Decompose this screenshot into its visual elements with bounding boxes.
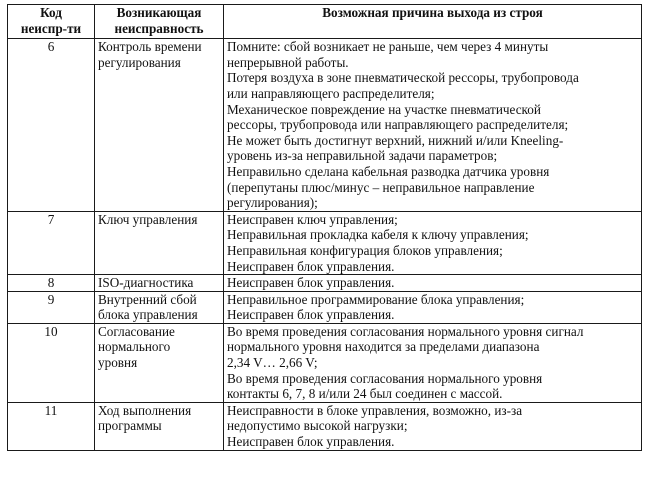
table-row [8, 291, 642, 323]
header-cause-text: Возможная причина выхода из строя [322, 5, 543, 20]
fault-name-line: нормального [98, 339, 171, 355]
table-row [8, 323, 642, 402]
cause-cell [224, 211, 642, 274]
table-row [8, 275, 642, 292]
fault-name-line: Внутренний сбой [98, 291, 197, 307]
fault-name-line: Ключ управления [98, 211, 198, 227]
cause-line: 2,34 V… 2,66 V; [227, 355, 318, 371]
header-fault-line: неисправность [114, 20, 204, 36]
fault-name-cell [95, 402, 224, 450]
cause-line: Помните: сбой возникает не раньше, чем через 4 минуты [227, 39, 549, 55]
fault-name-cell [95, 211, 224, 274]
fault-name-line: Контроль времени [98, 39, 202, 55]
header-fault-line: Возникающая [116, 5, 202, 20]
header-code [8, 5, 95, 39]
cause-line: Во время проведения согласования нормального уровня [227, 370, 543, 386]
cause-line: Неправильно сделана кабельная разводка датчика уровня [227, 163, 550, 179]
cause-line: Неправильная прокладка кабеля к ключу управления; [227, 227, 529, 243]
fault-codes-table [7, 4, 642, 451]
cause-line: Не может быть достигнут верхний, нижний и/или Kneeling- [227, 132, 564, 148]
cause-item [227, 275, 638, 291]
fault-name-cell [95, 323, 224, 402]
table-body [8, 39, 642, 450]
fault-code-cell: 9 [8, 291, 95, 323]
fault-name-line: Ход выполнения [98, 402, 192, 418]
cause-line: Механическое повреждение на участке пневматической [227, 101, 541, 117]
cause-item [227, 243, 638, 259]
fault-code-cell: 11 [8, 402, 95, 450]
fault-code-cell: 10 [8, 323, 95, 402]
table-row [8, 211, 642, 274]
table-header-row [8, 5, 642, 39]
table-row [8, 39, 642, 212]
cause-line: нормального уровня находится за пределами диапазона [227, 339, 540, 355]
cause-item [227, 434, 638, 450]
cause-line: Неисправен ключ управления; [227, 211, 398, 227]
fault-name-line: блока управления [98, 307, 198, 323]
cause-item [227, 39, 638, 70]
cause-line: Неисправен блок управления. [227, 275, 395, 291]
fault-code-cell: 6 [8, 39, 95, 212]
fault-name-cell [95, 39, 224, 212]
cause-cell [224, 275, 642, 292]
cause-item [227, 164, 638, 211]
cause-line: Неисправен блок управления. [227, 307, 395, 323]
cause-line: регулирования); [227, 195, 318, 211]
cause-line: Неправильное программирование блока управления; [227, 291, 525, 307]
cause-line: контакты 6, 7, 8 и/или 24 был соединен с массой. [227, 386, 503, 402]
header-code-line: Код [40, 5, 62, 20]
cause-line: уровень из-за неправильной задачи параметров; [227, 148, 498, 164]
fault-name-cell [95, 275, 224, 292]
cause-line: (перепутаны плюс/минус – неправильное направление [227, 179, 535, 195]
table-row [8, 402, 642, 450]
cause-cell [224, 323, 642, 402]
cause-line: Неисправности в блоке управления, возможно, из-за [227, 402, 523, 418]
fault-name-line: уровня [98, 355, 138, 371]
cause-line: непрерывной работы. [227, 54, 349, 70]
cause-item [227, 70, 638, 101]
cause-cell [224, 291, 642, 323]
cause-item [227, 371, 638, 402]
cause-item [227, 307, 638, 323]
cause-line: Неисправен блок управления. [227, 258, 395, 274]
fault-name-cell [95, 291, 224, 323]
cause-item [227, 133, 638, 164]
fault-code-cell: 7 [8, 211, 95, 274]
cause-item [227, 324, 638, 371]
cause-line: Потеря воздуха в зоне пневматической рессоры, трубопровода [227, 70, 579, 86]
cause-line: Неисправен блок управления. [227, 434, 395, 450]
cause-line: Неправильная конфигурация блоков управления; [227, 242, 503, 258]
fault-name-line: программы [98, 418, 162, 434]
header-cause [224, 5, 642, 39]
fault-name-line: ISO-диагностика [98, 275, 194, 291]
header-fault [95, 5, 224, 39]
cause-cell [224, 402, 642, 450]
cause-item [227, 227, 638, 243]
cause-item [227, 102, 638, 133]
fault-name-line: регулирования [98, 54, 181, 70]
cause-item [227, 292, 638, 308]
cause-line: рессоры, трубопровода или направляющего распределителя; [227, 117, 569, 133]
fault-name-line: Согласование [98, 323, 175, 339]
cause-line: Во время проведения согласования нормального уровня сигнал [227, 323, 584, 339]
cause-item [227, 212, 638, 228]
cause-cell [224, 39, 642, 212]
cause-item [227, 259, 638, 275]
cause-line: или направляющего распределителя; [227, 85, 435, 101]
cause-line: недопустимо высокой нагрузки; [227, 418, 408, 434]
cause-item [227, 403, 638, 434]
header-code-line: неиспр-ти [20, 20, 82, 36]
fault-code-cell: 8 [8, 275, 95, 292]
